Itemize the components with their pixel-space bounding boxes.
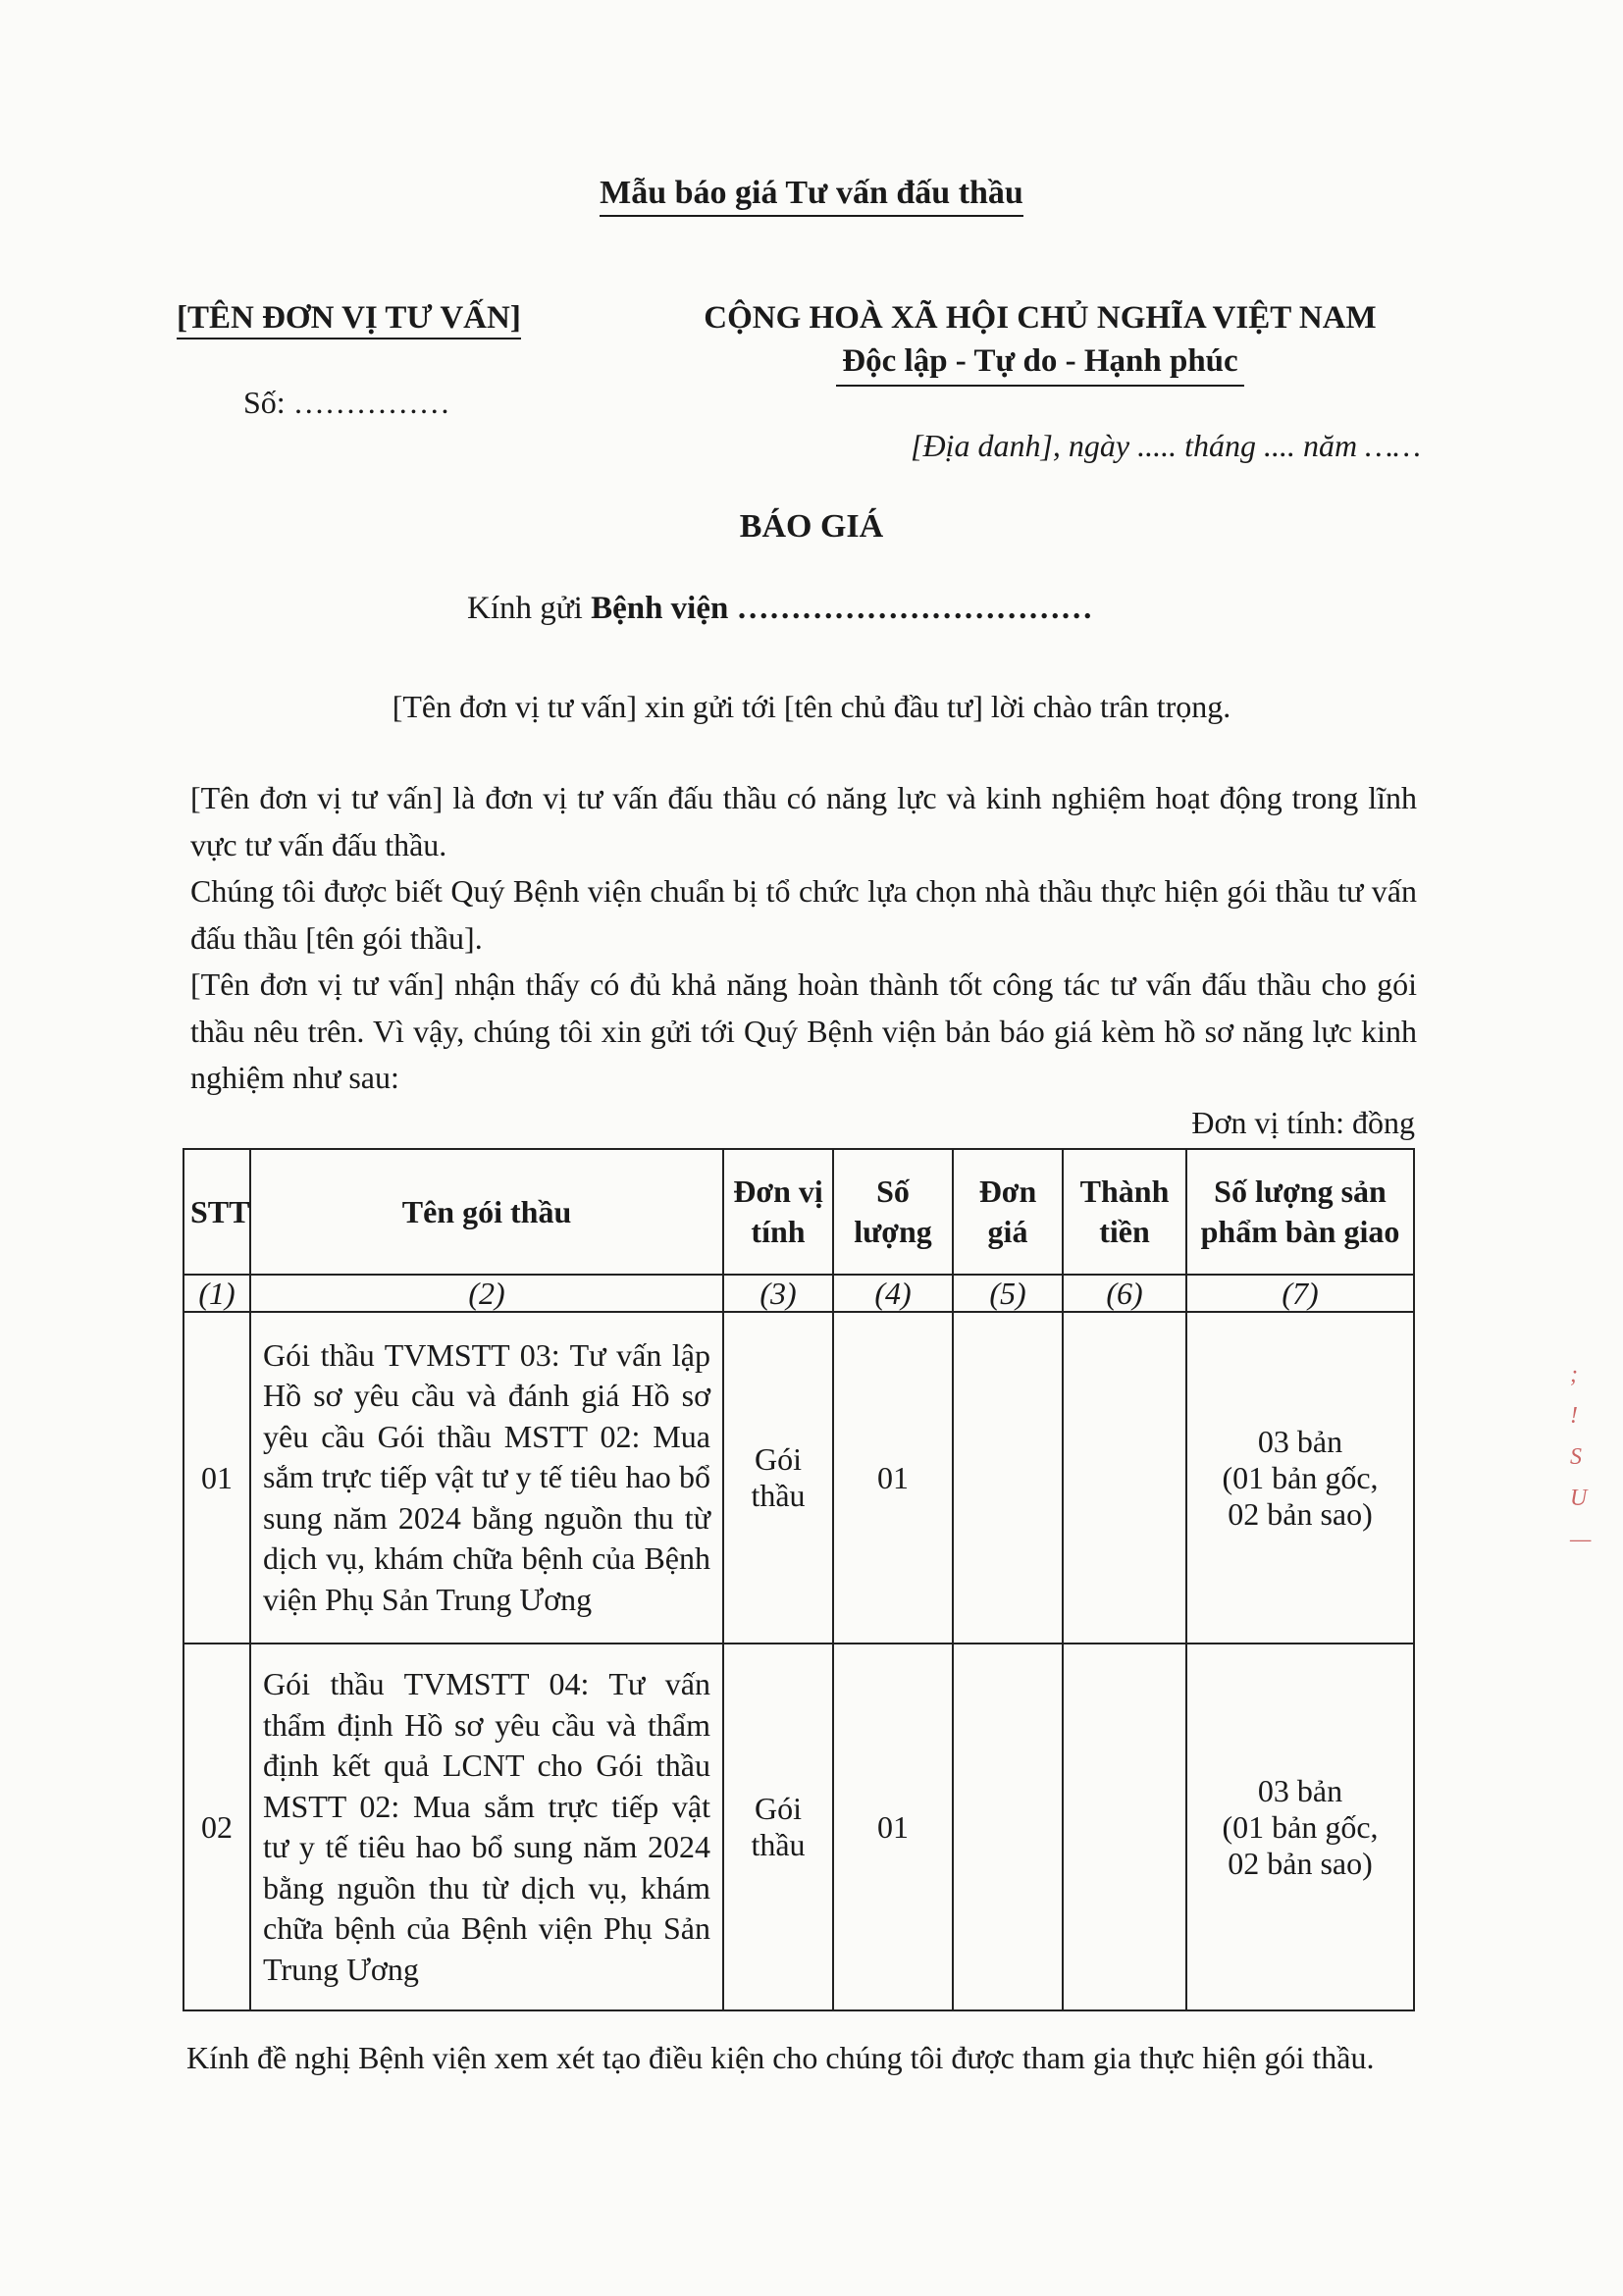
cell-package-name: Gói thầu TVMSTT 03: Tư vấn lập Hồ sơ yêu cầu và đánh giá Hồ sơ yêu cầu Gói thầu MSTT 02: Mua sắm trực tiếp vật tư y tế tiêu hao bổ sung năm 2024 bằng nguồn thu từ dịch vụ, khám chữa bệnh của Bệnh viện Phụ Sản Trung Ương	[250, 1312, 723, 1644]
body-paragraph: [Tên đơn vị tư vấn] nhận thấy có đủ khả năng hoàn thành tốt công tác tư vấn đấu thầu cho gói thầu nêu trên. Vì vậy, chúng tôi xin gửi tới Quý Bệnh viện bản báo giá kèm hồ sơ năng lực kinh nghiệm như sau:	[190, 966, 1417, 1095]
document-heading: BÁO GIÁ	[739, 508, 884, 545]
cell-stt: 01	[183, 1312, 250, 1644]
national-motto: Độc lập - Tự do - Hạnh phúc	[648, 343, 1433, 380]
header-amount: Thành tiền	[1063, 1149, 1186, 1275]
cell-unit: Gói thầu	[723, 1644, 833, 2010]
cell-unit: Gói thầu	[723, 1312, 833, 1644]
column-index: (6)	[1063, 1275, 1186, 1312]
recipient-prefix: Kính gửi	[467, 591, 583, 626]
cell-deliverables	[1186, 1312, 1414, 1644]
cell-unit-price	[953, 1312, 1063, 1644]
cell-stt: 02	[183, 1644, 250, 2010]
header-unit-price: Đơn giá	[953, 1149, 1063, 1275]
partial-stamp-mark: ; ! S U —	[1570, 1362, 1592, 1552]
quotation-table	[183, 1148, 1415, 2011]
deliverables-line: 02 bản sao)	[1228, 1845, 1373, 1881]
recipient-line	[467, 591, 1093, 627]
closing-paragraph: Kính đề nghị Bệnh viện xem xét tạo điều kiện cho chúng tôi được tham gia thực hiện gói thầu.	[186, 2040, 1375, 2075]
document-number: Số: ……………	[243, 385, 450, 420]
cell-amount	[1063, 1312, 1186, 1644]
column-index: (5)	[953, 1275, 1063, 1312]
cell-unit-price	[953, 1644, 1063, 2010]
greeting-line: [Tên đơn vị tư vấn] xin gửi tới [tên chủ đầu tư] lời chào trân trọng.	[392, 689, 1231, 724]
recipient-name: Bệnh viện ……………………………	[591, 591, 1093, 626]
body-paragraphs	[190, 775, 1417, 1102]
table-header-row	[183, 1149, 1414, 1275]
cell-amount	[1063, 1644, 1186, 2010]
deliverables-line: (01 bản gốc,	[1222, 1808, 1379, 1845]
header-stt: STT	[183, 1149, 250, 1275]
table-row	[183, 1644, 1414, 2010]
body-paragraph: [Tên đơn vị tư vấn] là đơn vị tư vấn đấu thầu có năng lực và kinh nghiệm hoạt động trong lĩnh vực tư vấn đấu thầu.	[190, 780, 1417, 862]
consultant-org-name: [TÊN ĐƠN VỊ TƯ VẤN]	[177, 300, 521, 337]
column-index: (1)	[183, 1275, 250, 1312]
header-deliverables: Số lượng sản phẩm bàn giao	[1186, 1149, 1414, 1275]
currency-unit-note: Đơn vị tính: đồng	[1191, 1105, 1415, 1140]
deliverables-line: 02 bản sao)	[1228, 1495, 1373, 1532]
cell-deliverables	[1186, 1644, 1414, 2010]
deliverables-line: 03 bản	[1257, 1423, 1343, 1459]
place-date-line: [Địa danh], ngày ..... tháng .... năm ……	[910, 428, 1421, 463]
deliverables-line: (01 bản gốc,	[1222, 1459, 1379, 1495]
body-paragraph: Chúng tôi được biết Quý Bệnh viện chuẩn bị tổ chức lựa chọn nhà thầu thực hiện gói thầu tư vấn đấu thầu [tên gói thầu].	[190, 873, 1417, 956]
header-unit: Đơn vị tính	[723, 1149, 833, 1275]
table-index-row	[183, 1275, 1414, 1312]
column-index: (3)	[723, 1275, 833, 1312]
form-title: Mẫu báo giá Tư vấn đấu thầu	[0, 175, 1623, 212]
cell-package-name: Gói thầu TVMSTT 04: Tư vấn thẩm định Hồ sơ yêu cầu và thẩm định kết quả LCNT cho Gói thầu MSTT 02: Mua sắm trực tiếp vật tư y tế tiêu hao bổ sung năm 2024 bằng nguồn thu từ dịch vụ, khám chữa bệnh của Bệnh viện Phụ Sản Trung Ương	[250, 1644, 723, 2010]
column-index: (2)	[250, 1275, 723, 1312]
deliverables-line: 03 bản	[1257, 1772, 1343, 1808]
column-index: (4)	[833, 1275, 953, 1312]
national-title: CỘNG HOÀ XÃ HỘI CHỦ NGHĨA VIỆT NAM	[704, 300, 1377, 336]
header-package-name: Tên gói thầu	[250, 1149, 723, 1275]
column-index: (7)	[1186, 1275, 1414, 1312]
cell-quantity: 01	[833, 1312, 953, 1644]
header-quantity: Số lượng	[833, 1149, 953, 1275]
table-row	[183, 1312, 1414, 1644]
cell-quantity: 01	[833, 1644, 953, 2010]
